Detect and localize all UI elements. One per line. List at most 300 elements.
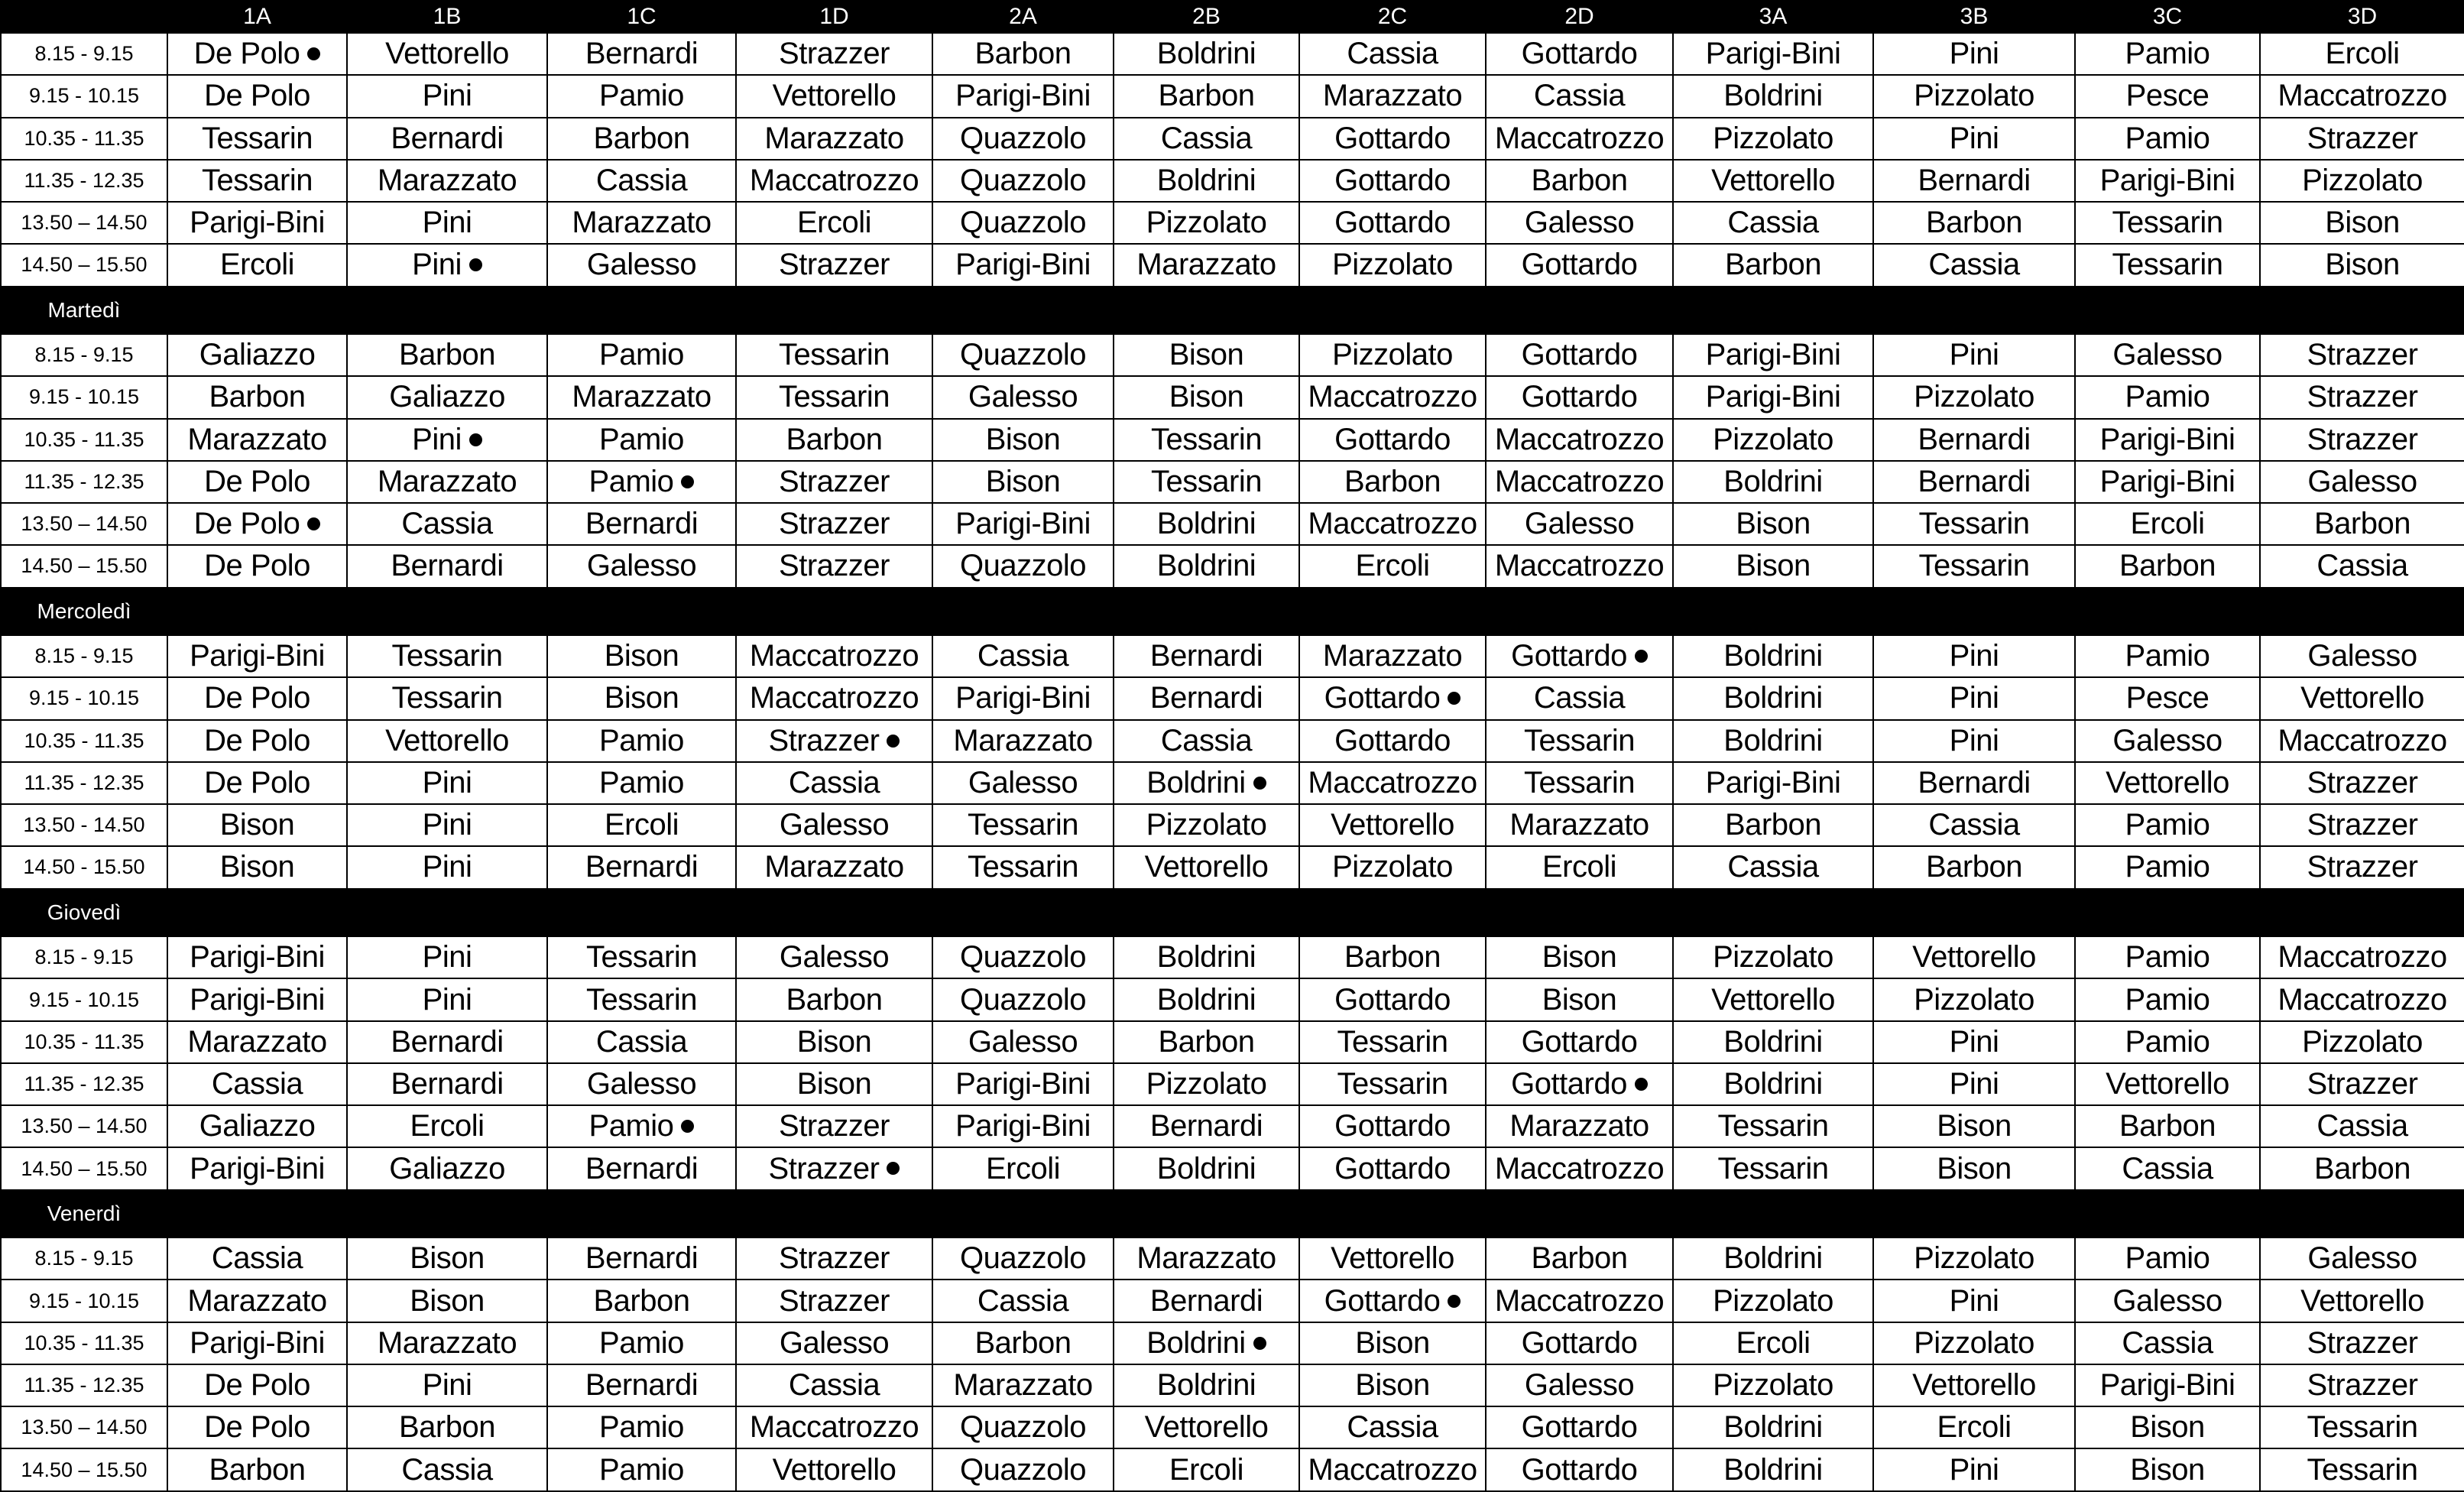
teacher-name: Bison bbox=[1542, 940, 1617, 975]
teacher-cell bbox=[1299, 846, 1486, 888]
teacher-name: Pamio bbox=[599, 1325, 684, 1360]
teacher-cell bbox=[1114, 419, 1299, 461]
teacher-cell bbox=[2260, 1147, 2464, 1189]
teacher-name: Bison bbox=[1736, 507, 1811, 541]
day-label: Venerdì bbox=[1, 1190, 167, 1238]
teacher-name: Galesso bbox=[2112, 723, 2222, 757]
teacher-cell bbox=[2260, 118, 2464, 160]
teacher-name: Vettorello bbox=[2106, 1067, 2229, 1101]
day-separator-cell bbox=[1299, 889, 1486, 937]
teacher-cell bbox=[1299, 244, 1486, 286]
day-separator-cell bbox=[167, 889, 347, 937]
teacher-cell bbox=[547, 461, 736, 503]
teacher-name: Strazzer bbox=[2307, 1325, 2418, 1360]
teacher-name: Strazzer bbox=[2307, 338, 2418, 372]
teacher-cell bbox=[2075, 461, 2260, 503]
timetable-body bbox=[1, 33, 2464, 1491]
teacher-name: Pini bbox=[1949, 37, 1999, 71]
teacher-cell bbox=[167, 978, 347, 1020]
teacher-name: Bernardi bbox=[585, 1151, 699, 1185]
teacher-name: Ercoli bbox=[410, 1109, 485, 1143]
teacher-name: Maccatrozzo bbox=[1494, 422, 1665, 456]
teacher-name: Pini bbox=[1949, 639, 1999, 673]
day-separator-cell bbox=[2075, 588, 2260, 636]
bullet-dot-icon bbox=[681, 1120, 694, 1133]
teacher-name: Pamio bbox=[2125, 850, 2210, 884]
teacher-cell bbox=[2075, 1021, 2260, 1063]
teacher-cell bbox=[547, 1406, 736, 1448]
teacher-name: Maccatrozzo bbox=[2278, 79, 2447, 113]
teacher-cell bbox=[1486, 936, 1673, 978]
bullet-dot-icon bbox=[1635, 650, 1648, 663]
teacher-name: Maccatrozzo bbox=[1494, 121, 1665, 155]
teacher-cell bbox=[736, 33, 932, 75]
teacher-name: Ercoli bbox=[604, 808, 679, 842]
teacher-cell bbox=[736, 1063, 932, 1105]
teacher-cell bbox=[736, 720, 932, 762]
teacher-name: Cassia bbox=[1347, 1410, 1438, 1445]
teacher-name: Bernardi bbox=[585, 1241, 699, 1276]
teacher-cell bbox=[1486, 846, 1673, 888]
teacher-cell bbox=[347, 1237, 547, 1280]
time-slot-row bbox=[1, 762, 2464, 804]
time-slot-row bbox=[1, 936, 2464, 978]
teacher-cell bbox=[1486, 118, 1673, 160]
teacher-name: Galesso bbox=[586, 248, 697, 282]
teacher-cell bbox=[167, 1448, 347, 1491]
teacher-name: Tessarin bbox=[2307, 1452, 2418, 1487]
day-separator-cell bbox=[167, 1190, 347, 1238]
teacher-name: Parigi-Bini bbox=[955, 681, 1091, 715]
teacher-cell bbox=[547, 720, 736, 762]
teacher-name: Cassia bbox=[1347, 37, 1438, 71]
teacher-name: Galesso bbox=[1524, 206, 1635, 240]
teacher-cell bbox=[2260, 720, 2464, 762]
teacher-name: Vettorello bbox=[1144, 1410, 1269, 1445]
teacher-name: Pamio bbox=[2125, 940, 2210, 975]
teacher-name: Bison bbox=[796, 1067, 872, 1101]
teacher-name: Cassia bbox=[2316, 1109, 2408, 1143]
teacher-name: Pini bbox=[1949, 338, 1999, 372]
teacher-cell bbox=[2075, 545, 2260, 587]
teacher-cell bbox=[1486, 1364, 1673, 1406]
teacher-name: Bison bbox=[2130, 1410, 2205, 1445]
teacher-cell bbox=[347, 118, 547, 160]
day-separator-cell bbox=[347, 889, 547, 937]
teacher-name: Pamio bbox=[2125, 1024, 2210, 1059]
teacher-cell bbox=[1673, 376, 1873, 418]
teacher-cell bbox=[1299, 720, 1486, 762]
teacher-name: Maccatrozzo bbox=[1308, 1452, 1477, 1487]
teacher-name: Ercoli bbox=[985, 1151, 1061, 1185]
teacher-name: Tessarin bbox=[1151, 422, 1262, 456]
teacher-name: Tessarin bbox=[1918, 549, 2030, 583]
teacher-cell bbox=[1873, 1147, 2075, 1189]
teacher-name: Vettorello bbox=[1711, 163, 1835, 197]
teacher-name: Boldrini bbox=[1156, 507, 1256, 541]
teacher-name: Vettorello bbox=[385, 37, 509, 71]
teacher-cell bbox=[2260, 545, 2464, 587]
teacher-cell bbox=[547, 376, 736, 418]
teacher-name: Marazzato bbox=[377, 163, 517, 197]
teacher-cell bbox=[2075, 1322, 2260, 1364]
teacher-name: Pini bbox=[1949, 121, 1999, 155]
teacher-name: Pini bbox=[1949, 1283, 1999, 1318]
teacher-cell bbox=[2075, 1063, 2260, 1105]
teacher-name: Maccatrozzo bbox=[1494, 1151, 1665, 1185]
teacher-name: Barbon bbox=[1344, 940, 1441, 975]
teacher-name: Pamio bbox=[599, 1410, 684, 1445]
teacher-name: Barbon bbox=[1158, 1024, 1255, 1059]
teacher-cell bbox=[1873, 376, 2075, 418]
teacher-name: Pamio bbox=[599, 422, 684, 456]
teacher-cell bbox=[1673, 545, 1873, 587]
teacher-cell bbox=[2075, 1406, 2260, 1448]
teacher-name: Bernardi bbox=[1918, 464, 2031, 498]
teacher-cell bbox=[547, 160, 736, 202]
teacher-cell bbox=[1486, 1322, 1673, 1364]
teacher-name: Parigi-Bini bbox=[190, 1151, 325, 1185]
teacher-name: Boldrini bbox=[1156, 549, 1256, 583]
teacher-cell bbox=[1114, 1105, 1299, 1147]
teacher-name: Marazzato bbox=[1509, 1109, 1649, 1143]
time-slot-row bbox=[1, 461, 2464, 503]
teacher-name: Vettorello bbox=[2106, 765, 2229, 800]
bullet-dot-icon bbox=[469, 433, 482, 446]
teacher-name: Marazzato bbox=[1322, 639, 1463, 673]
teacher-cell bbox=[736, 1021, 932, 1063]
teacher-name: Marazzato bbox=[1136, 1241, 1276, 1276]
teacher-cell bbox=[1299, 635, 1486, 677]
teacher-cell bbox=[1486, 545, 1673, 587]
teacher-cell bbox=[1299, 202, 1486, 244]
teacher-name: Parigi-Bini bbox=[190, 639, 325, 673]
day-separator-cell bbox=[1873, 889, 2075, 937]
day-separator-cell bbox=[1114, 889, 1299, 937]
teacher-name: Ercoli bbox=[1169, 1452, 1244, 1487]
teacher-name: Barbon bbox=[2119, 1109, 2216, 1143]
teacher-name: Pamio bbox=[588, 464, 674, 498]
class-header: 3D bbox=[2260, 1, 2464, 33]
teacher-cell bbox=[932, 33, 1114, 75]
teacher-cell bbox=[167, 75, 347, 117]
teacher-name: Bernardi bbox=[1918, 765, 2031, 800]
time-slot-row bbox=[1, 1280, 2464, 1322]
teacher-cell bbox=[2260, 75, 2464, 117]
teacher-cell bbox=[1114, 804, 1299, 846]
teacher-cell bbox=[2260, 419, 2464, 461]
class-header: 3A bbox=[1673, 1, 1873, 33]
teacher-name: Galiazzo bbox=[199, 1109, 316, 1143]
time-slot-row bbox=[1, 1406, 2464, 1448]
teacher-name: Pamio bbox=[2125, 982, 2210, 1017]
teacher-cell bbox=[347, 1147, 547, 1189]
teacher-name: Tessarin bbox=[1717, 1109, 1829, 1143]
teacher-cell bbox=[1673, 461, 1873, 503]
teacher-name: Cassia bbox=[211, 1241, 303, 1276]
teacher-name: Galesso bbox=[2307, 1241, 2417, 1276]
teacher-cell bbox=[1873, 1021, 2075, 1063]
teacher-cell bbox=[1873, 1063, 2075, 1105]
teacher-cell bbox=[1673, 762, 1873, 804]
day-separator-cell bbox=[167, 287, 347, 335]
day-label: Mercoledì bbox=[1, 588, 167, 636]
teacher-name: Barbon bbox=[593, 1283, 690, 1318]
teacher-cell bbox=[932, 1021, 1114, 1063]
teacher-cell bbox=[167, 936, 347, 978]
teacher-name: Vettorello bbox=[772, 79, 896, 113]
teacher-name: Bison bbox=[219, 850, 295, 884]
bullet-dot-icon bbox=[1448, 692, 1461, 705]
teacher-cell bbox=[547, 804, 736, 846]
time-slot: 10.35 - 11.35 bbox=[1, 118, 167, 160]
teacher-cell bbox=[932, 160, 1114, 202]
teacher-name: Bernardi bbox=[1149, 1283, 1263, 1318]
time-slot: 9.15 - 10.15 bbox=[1, 677, 167, 719]
teacher-cell bbox=[1299, 936, 1486, 978]
time-slot: 11.35 - 12.35 bbox=[1, 1364, 167, 1406]
teacher-name: Maccatrozzo bbox=[1308, 380, 1477, 414]
teacher-name: Barbon bbox=[1926, 206, 2022, 240]
teacher-name: Boldrini bbox=[1723, 1241, 1823, 1276]
teacher-cell bbox=[547, 1280, 736, 1322]
time-slot-row bbox=[1, 1237, 2464, 1280]
class-header: 2D bbox=[1486, 1, 1673, 33]
teacher-cell bbox=[1873, 677, 2075, 719]
teacher-name: Parigi-Bini bbox=[955, 79, 1091, 113]
teacher-name: Pamio bbox=[2125, 1241, 2210, 1276]
teacher-name: Tessarin bbox=[968, 808, 1078, 842]
teacher-cell bbox=[347, 202, 547, 244]
teacher-cell bbox=[1673, 33, 1873, 75]
day-separator-cell bbox=[347, 588, 547, 636]
teacher-name: Pizzolato bbox=[1332, 338, 1453, 372]
teacher-cell bbox=[547, 33, 736, 75]
teacher-name: Parigi-Bini bbox=[955, 248, 1091, 282]
teacher-cell bbox=[2260, 503, 2464, 545]
time-slot: 10.35 - 11.35 bbox=[1, 720, 167, 762]
teacher-cell bbox=[347, 244, 547, 286]
teacher-cell bbox=[932, 244, 1114, 286]
teacher-name: Tessarin bbox=[779, 380, 890, 414]
teacher-name: Galesso bbox=[2112, 338, 2222, 372]
teacher-name: Parigi-Bini bbox=[190, 982, 325, 1017]
teacher-cell bbox=[167, 1364, 347, 1406]
time-slot: 8.15 - 9.15 bbox=[1, 936, 167, 978]
teacher-cell bbox=[932, 545, 1114, 587]
teacher-cell bbox=[347, 635, 547, 677]
teacher-cell bbox=[2260, 376, 2464, 418]
teacher-name: Tessarin bbox=[391, 639, 503, 673]
teacher-name: Pamio bbox=[2125, 380, 2210, 414]
teacher-cell bbox=[2260, 846, 2464, 888]
teacher-name: Gottardo bbox=[1334, 163, 1451, 197]
teacher-name: Strazzer bbox=[768, 723, 880, 757]
teacher-cell bbox=[2075, 1147, 2260, 1189]
teacher-name: Pamio bbox=[599, 723, 684, 757]
teacher-name: Vettorello bbox=[1331, 808, 1454, 842]
teacher-cell bbox=[1873, 1280, 2075, 1322]
teacher-name: Cassia bbox=[1533, 79, 1626, 113]
teacher-cell bbox=[1873, 936, 2075, 978]
teacher-cell bbox=[1114, 1280, 1299, 1322]
teacher-name: Pini bbox=[422, 982, 472, 1017]
teacher-name: Maccatrozzo bbox=[2278, 940, 2447, 975]
teacher-name: Bernardi bbox=[1918, 422, 2031, 456]
teacher-name: Vettorello bbox=[385, 723, 509, 757]
teacher-name: Cassia bbox=[401, 1452, 493, 1487]
teacher-name: Maccatrozzo bbox=[749, 639, 919, 673]
teacher-cell bbox=[932, 846, 1114, 888]
teacher-name: Bison bbox=[1169, 338, 1244, 372]
teacher-cell bbox=[736, 160, 932, 202]
teacher-name: Bison bbox=[1736, 549, 1811, 583]
day-separator-cell bbox=[1486, 889, 1673, 937]
teacher-cell bbox=[167, 1406, 347, 1448]
teacher-name: Maccatrozzo bbox=[1494, 1283, 1665, 1318]
teacher-name: Pini bbox=[412, 422, 462, 456]
bullet-dot-icon bbox=[1253, 1337, 1266, 1350]
day-separator-cell bbox=[1486, 1190, 1673, 1238]
teacher-cell bbox=[1114, 762, 1299, 804]
time-slot: 10.35 - 11.35 bbox=[1, 1322, 167, 1364]
teacher-cell bbox=[1873, 720, 2075, 762]
teacher-cell bbox=[1114, 1063, 1299, 1105]
teacher-name: Gottardo bbox=[1521, 338, 1638, 372]
teacher-name: Galiazzo bbox=[199, 338, 316, 372]
teacher-cell bbox=[1114, 202, 1299, 244]
teacher-name: Marazzato bbox=[572, 380, 712, 414]
teacher-name: Maccatrozzo bbox=[749, 1410, 919, 1445]
teacher-name: Parigi-Bini bbox=[955, 1109, 1091, 1143]
day-separator-cell bbox=[347, 1190, 547, 1238]
teacher-cell bbox=[1114, 1322, 1299, 1364]
teacher-cell bbox=[1486, 33, 1673, 75]
day-separator-cell bbox=[347, 287, 547, 335]
teacher-cell bbox=[1299, 545, 1486, 587]
teacher-name: Bernardi bbox=[1918, 163, 2031, 197]
teacher-name: Pamio bbox=[2125, 639, 2210, 673]
day-separator-cell bbox=[1114, 588, 1299, 636]
teacher-name: Boldrini bbox=[1723, 639, 1823, 673]
day-separator-cell bbox=[547, 588, 736, 636]
teacher-name: Parigi-Bini bbox=[190, 1325, 325, 1360]
teacher-cell bbox=[1114, 720, 1299, 762]
teacher-cell bbox=[1873, 503, 2075, 545]
teacher-cell bbox=[1673, 202, 1873, 244]
teacher-cell bbox=[736, 118, 932, 160]
teacher-name: Bison bbox=[604, 681, 679, 715]
teacher-name: Pamio bbox=[2125, 808, 2210, 842]
time-slot-row bbox=[1, 118, 2464, 160]
day-separator-cell bbox=[2075, 889, 2260, 937]
teacher-cell bbox=[1114, 1237, 1299, 1280]
teacher-cell bbox=[1299, 1063, 1486, 1105]
teacher-cell bbox=[2260, 762, 2464, 804]
day-label: Martedì bbox=[1, 287, 167, 335]
teacher-name: Bison bbox=[604, 639, 679, 673]
teacher-name: Pamio bbox=[599, 1452, 684, 1487]
teacher-cell bbox=[932, 75, 1114, 117]
teacher-name: Barbon bbox=[399, 1410, 495, 1445]
teacher-cell bbox=[1299, 334, 1486, 376]
teacher-cell bbox=[1114, 677, 1299, 719]
teacher-cell bbox=[1114, 846, 1299, 888]
teacher-cell bbox=[1673, 244, 1873, 286]
teacher-name: Barbon bbox=[1531, 1241, 1628, 1276]
teacher-cell bbox=[736, 1147, 932, 1189]
day-separator-row bbox=[1, 889, 2464, 937]
day-separator-cell bbox=[932, 1190, 1114, 1238]
teacher-cell bbox=[547, 1448, 736, 1491]
teacher-cell bbox=[347, 461, 547, 503]
teacher-name: Marazzato bbox=[764, 850, 904, 884]
teacher-name: Marazzato bbox=[377, 1325, 517, 1360]
teacher-cell bbox=[547, 1237, 736, 1280]
teacher-name: Tessarin bbox=[1524, 723, 1635, 757]
teacher-name: Pini bbox=[422, 940, 472, 975]
teacher-name: Cassia bbox=[1727, 850, 1819, 884]
time-slot: 13.50 – 14.50 bbox=[1, 1406, 167, 1448]
day-separator-cell bbox=[1873, 287, 2075, 335]
teacher-cell bbox=[2075, 419, 2260, 461]
teacher-cell bbox=[1299, 1322, 1486, 1364]
teacher-name: Barbon bbox=[1926, 850, 2022, 884]
teacher-name: De Polo bbox=[204, 723, 310, 757]
teacher-name: De Polo bbox=[204, 1410, 310, 1445]
class-header: 1A bbox=[167, 1, 347, 33]
teacher-name: Cassia bbox=[2122, 1325, 2213, 1360]
time-slot: 11.35 - 12.35 bbox=[1, 1063, 167, 1105]
teacher-name: Bison bbox=[410, 1241, 485, 1276]
bullet-dot-icon bbox=[887, 735, 900, 748]
teacher-cell bbox=[167, 376, 347, 418]
time-slot-row bbox=[1, 1147, 2464, 1189]
teacher-cell bbox=[1673, 1147, 1873, 1189]
teacher-cell bbox=[1114, 1021, 1299, 1063]
teacher-cell bbox=[1299, 1280, 1486, 1322]
teacher-cell bbox=[1673, 846, 1873, 888]
teacher-name: Pizzolato bbox=[1914, 1325, 2034, 1360]
time-slot: 14.50 – 15.50 bbox=[1, 1448, 167, 1491]
teacher-name: Bernardi bbox=[585, 850, 699, 884]
teacher-cell bbox=[2260, 334, 2464, 376]
time-slot-row bbox=[1, 1364, 2464, 1406]
time-slot-row bbox=[1, 846, 2464, 888]
teacher-cell bbox=[1299, 1406, 1486, 1448]
time-slot: 14.50 - 15.50 bbox=[1, 846, 167, 888]
teacher-cell bbox=[2260, 1448, 2464, 1491]
teacher-cell bbox=[1114, 376, 1299, 418]
teacher-cell bbox=[1299, 1237, 1486, 1280]
teacher-cell bbox=[1299, 33, 1486, 75]
time-slot: 9.15 - 10.15 bbox=[1, 75, 167, 117]
teacher-name: Ercoli bbox=[1736, 1325, 1811, 1360]
teacher-cell bbox=[1673, 635, 1873, 677]
teacher-name: Pizzolato bbox=[1713, 1368, 1833, 1403]
teacher-name: Galiazzo bbox=[389, 1151, 505, 1185]
teacher-cell bbox=[547, 1021, 736, 1063]
teacher-name: Barbon bbox=[1344, 464, 1441, 498]
time-slot: 13.50 - 14.50 bbox=[1, 804, 167, 846]
day-separator-cell bbox=[2260, 588, 2464, 636]
teacher-cell bbox=[347, 1448, 547, 1491]
day-separator-cell bbox=[736, 588, 932, 636]
teacher-cell bbox=[547, 334, 736, 376]
time-slot: 13.50 – 14.50 bbox=[1, 1105, 167, 1147]
teacher-cell bbox=[2075, 1280, 2260, 1322]
teacher-cell bbox=[1486, 1237, 1673, 1280]
